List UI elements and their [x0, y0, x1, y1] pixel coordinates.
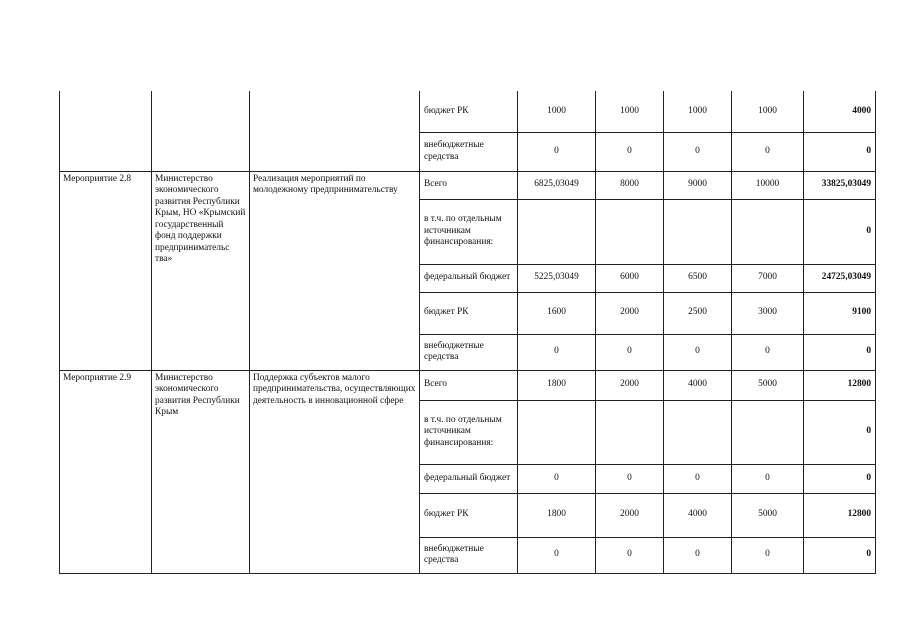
name-cell-empty — [250, 91, 420, 171]
total-cell: 24725,03049 — [804, 264, 876, 292]
value-cell: 7000 — [732, 264, 804, 292]
total-cell: 33825,03049 — [804, 171, 876, 199]
event-title: Мероприятие 2.8 — [60, 171, 152, 370]
total-cell: 0 — [804, 537, 876, 573]
value-cell: 0 — [596, 464, 664, 493]
executor-cell: Министерство экономического развития Республики Крым — [152, 370, 250, 573]
event-name-cell: Реализация мероприятий по молодежному предпринимательству — [250, 171, 420, 370]
value-cell: 0 — [732, 132, 804, 171]
value-cell: 2000 — [596, 493, 664, 537]
value-cell: 0 — [664, 537, 732, 573]
value-cell: 0 — [596, 334, 664, 370]
value-cell: 0 — [518, 334, 596, 370]
source-cell: в т.ч. по отдельным источникам финансирования: — [420, 199, 518, 264]
value-cell: 1000 — [596, 91, 664, 132]
table-row — [60, 171, 876, 199]
source-cell: Всего — [420, 370, 518, 400]
table-row — [60, 91, 876, 132]
value-cell: 0 — [732, 334, 804, 370]
value-cell: 3000 — [732, 292, 804, 334]
total-cell: 0 — [804, 464, 876, 493]
value-cell: 4000 — [664, 370, 732, 400]
value-cell: 2000 — [596, 292, 664, 334]
source-cell: внебюджетные средства — [420, 132, 518, 171]
value-cell: 0 — [518, 132, 596, 171]
event-name-cell: Поддержка субъектов малого предпринимательства, осуществляющих деятельность в инновационной сфере — [250, 370, 420, 573]
total-cell: 12800 — [804, 493, 876, 537]
total-cell: 0 — [804, 199, 876, 264]
value-cell: 10000 — [732, 171, 804, 199]
value-cell: 6500 — [664, 264, 732, 292]
value-cell: 1800 — [518, 370, 596, 400]
value-cell: 0 — [518, 537, 596, 573]
source-cell: бюджет РК — [420, 292, 518, 334]
value-cell: 0 — [732, 537, 804, 573]
value-cell: 4000 — [664, 493, 732, 537]
total-cell: 12800 — [804, 370, 876, 400]
source-cell: внебюджетные средства — [420, 537, 518, 573]
value-cell-empty — [596, 400, 664, 464]
source-cell: бюджет РК — [420, 91, 518, 132]
value-cell: 0 — [664, 132, 732, 171]
value-cell: 0 — [664, 334, 732, 370]
value-cell: 0 — [596, 132, 664, 171]
source-cell: в т.ч. по отдельным источникам финансирования: — [420, 400, 518, 464]
value-cell: 9000 — [664, 171, 732, 199]
source-cell: федеральный бюджет — [420, 464, 518, 493]
total-cell: 4000 — [804, 91, 876, 132]
value-cell-empty — [664, 199, 732, 264]
value-cell-empty — [664, 400, 732, 464]
value-cell: 5000 — [732, 370, 804, 400]
value-cell-empty — [732, 400, 804, 464]
value-cell: 1000 — [664, 91, 732, 132]
value-cell: 0 — [518, 464, 596, 493]
value-cell: 8000 — [596, 171, 664, 199]
table-row — [60, 370, 876, 400]
value-cell: 6000 — [596, 264, 664, 292]
source-cell: федеральный бюджет — [420, 264, 518, 292]
value-cell: 0 — [732, 464, 804, 493]
executor-cell-empty — [152, 91, 250, 171]
value-cell: 6825,03049 — [518, 171, 596, 199]
value-cell: 5225,03049 — [518, 264, 596, 292]
value-cell: 1800 — [518, 493, 596, 537]
value-cell: 0 — [596, 537, 664, 573]
source-cell: бюджет РК — [420, 493, 518, 537]
value-cell: 1600 — [518, 292, 596, 334]
source-cell: внебюджетные средства — [420, 334, 518, 370]
source-cell: Всего — [420, 171, 518, 199]
event-title: Мероприятие 2.9 — [60, 370, 152, 573]
value-cell-empty — [518, 400, 596, 464]
total-cell: 9100 — [804, 292, 876, 334]
value-cell: 2000 — [596, 370, 664, 400]
value-cell: 5000 — [732, 493, 804, 537]
event-cell-empty — [60, 91, 152, 171]
executor-cell: Министерство экономического развития Республики Крым, НО «Крымский государственный фонд поддержки предпринимательс тва» — [152, 171, 250, 370]
value-cell-empty — [596, 199, 664, 264]
value-cell: 1000 — [732, 91, 804, 132]
value-cell-empty — [732, 199, 804, 264]
total-cell: 0 — [804, 132, 876, 171]
total-cell: 0 — [804, 400, 876, 464]
value-cell: 2500 — [664, 292, 732, 334]
value-cell: 1000 — [518, 91, 596, 132]
value-cell-empty — [518, 199, 596, 264]
total-cell: 0 — [804, 334, 876, 370]
value-cell: 0 — [664, 464, 732, 493]
financing-table — [59, 91, 876, 574]
